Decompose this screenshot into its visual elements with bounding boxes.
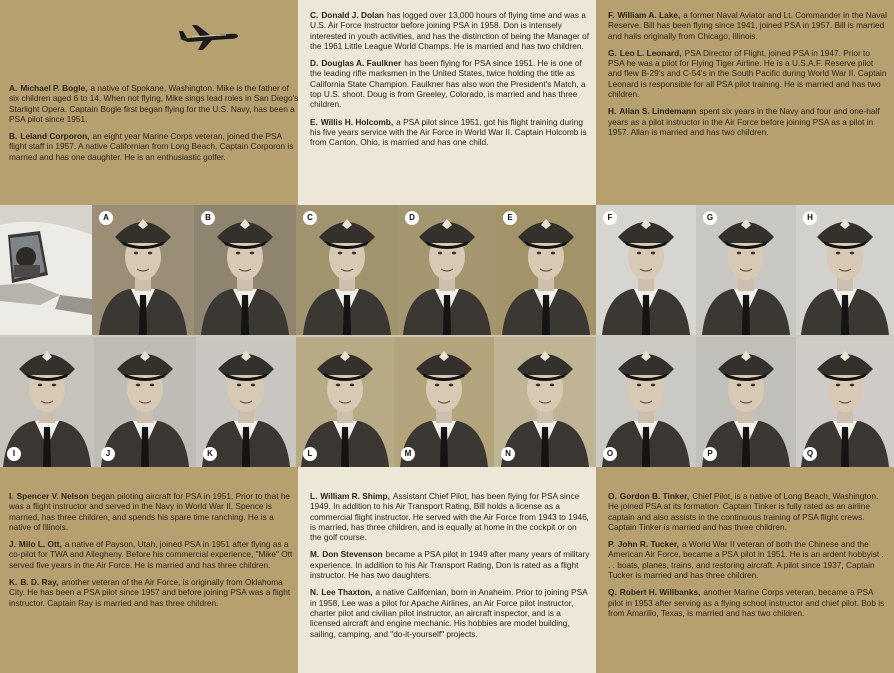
pilot-portrait-c (296, 205, 398, 335)
bio-c (310, 10, 592, 51)
bio-name: Spencer V. Nelson (16, 491, 89, 501)
photo-label-badge: B (201, 211, 215, 225)
photo-label-badge: P (703, 447, 717, 461)
bio-name: Lee Thaxton, (321, 587, 373, 598)
bio-letter: I. (9, 491, 14, 501)
pilot-portrait-d (398, 205, 496, 335)
bio-letter: Q. (608, 587, 617, 598)
bio-text: Chief Pilot, is a native of Long Beach, Washington. He joined PSA at its formation. Captain Tinker is fully rated as an airline captain and also assists in the continuous training of PSA flight crews. Captain Tinker is married and has three children. (608, 491, 879, 532)
bio-letter: K. (9, 577, 18, 588)
bio-letter: F. (608, 10, 615, 20)
bio-name: Robert H. Willbanks, (619, 587, 701, 598)
photo-label-badge: G (703, 211, 717, 225)
bio-p (608, 539, 888, 580)
pilot-portrait-h (796, 205, 894, 335)
pilot-portrait-n (494, 337, 596, 467)
bio-letter: B. (9, 131, 18, 142)
bio-name: John R. Tucker, (617, 539, 679, 550)
bios-top-left (9, 83, 301, 169)
photo-label-badge: C (303, 211, 317, 225)
bio-a (9, 83, 301, 124)
bio-g (608, 48, 888, 99)
bio-o (608, 491, 888, 532)
bio-h (608, 106, 888, 137)
photo-label-badge: I (7, 447, 21, 461)
photo-label-badge: A (99, 211, 113, 225)
photo-label-badge: M (401, 447, 415, 461)
photo-label-badge: N (501, 447, 515, 461)
bio-e (310, 117, 592, 148)
bio-name: Michael P. Bogle, (20, 83, 88, 93)
bio-text: began piloting aircraft for PSA in 1951. Prior to that he was a flight instructor and served in the Navy in World War II. Spence is married, has three children, and spends his spare time ranching. He is a native of Illinois. (9, 491, 291, 532)
bio-name: Gordon B. Tinker, (619, 491, 690, 501)
bio-text: a former Naval Aviator and Lt. Commander in the Naval Reserve. Bill has been flying since 1941, joined PSA in 1957. Bill is married and hails originally from Chicago, Illinois. (608, 10, 887, 41)
bio-text: spent six years in the Navy and four and one-half years as a pilot instructor in the Air Force before joining PSA as a pilot in 1957. Allan is married and has two children. (608, 106, 880, 137)
bio-text: has logged over 13,000 hours of flying time and was a U.S. Air Force Instructor before joining PSA in 1958. Don is intensely interested in youth activities, and has the distinction of being the Manager of the 1961 Little League World Champs. He is married and has two children. (310, 10, 590, 51)
bios-bottom-left (9, 491, 293, 615)
bio-q (608, 587, 888, 618)
pilot-portrait-e (496, 205, 596, 335)
bio-b (9, 131, 301, 162)
pilot-portrait-b (194, 205, 296, 335)
pilot-portrait-q (796, 337, 894, 467)
bio-name: Leo L. Leonard, (619, 47, 682, 58)
bio-i (9, 491, 293, 532)
bio-name: Leland Corporon, (20, 131, 90, 142)
bio-name: B. D. Ray, (20, 577, 59, 588)
bios-bottom-center (310, 491, 590, 646)
bio-letter: D. (310, 58, 319, 69)
bio-name: Willis H. Holcomb, (320, 116, 394, 127)
bio-letter: O. (608, 491, 617, 501)
photo-label-badge: Q (803, 447, 817, 461)
bio-letter: H. (608, 106, 617, 117)
bio-text: a World War II veteran of both the Chinese and the American Air Force, became a PSA pilot in 1951. He is an ardent hobbyist . . . boats, planes, trains, and restoring aircraft. A pilot since 1937, Captain Tucker is married and has three children. (608, 539, 884, 581)
bios-top-center (310, 10, 592, 155)
bio-d (310, 58, 592, 109)
bio-letter: G. (608, 47, 617, 58)
bio-name: Douglas A. Faulkner (321, 58, 402, 69)
bio-text: a PSA pilot since 1951, got his flight training during his five years service with the Air Force in World War II. Captain Holcomb is from Canton, Ohio, is married and has one child. (310, 116, 587, 148)
bio-n (310, 587, 590, 638)
bio-text: another Marine Corps veteran, became a PSA pilot in 1953 after serving as a flying school instructor and chief pilot. Bob is from Amarillo, Texas, is married and has two children. (608, 587, 885, 618)
bio-letter: L. (310, 491, 318, 501)
photo-label-badge: F (603, 211, 617, 225)
bio-f (608, 10, 888, 41)
bio-text: another veteran of the Air Force, is originally from Oklahoma City. He has been a PSA pilot since 1957 and before joining PSA was a flight instructor. Captain Ray is married and has three children. (9, 577, 291, 608)
photo-label-badge: D (405, 211, 419, 225)
bio-name: Allan S. Lindemann (619, 106, 697, 117)
pilot-portrait-o (596, 337, 696, 467)
photo-label-badge: L (303, 447, 317, 461)
bio-name: William A. Lake, (617, 10, 681, 20)
bio-letter: N. (310, 587, 319, 598)
photo-label-badge: O (603, 447, 617, 461)
bio-m (310, 549, 590, 580)
photo-label-badge: J (101, 447, 115, 461)
bio-name: William R. Shimp, (320, 491, 390, 501)
pilot-portrait-i (0, 337, 94, 467)
pilot-portrait-p (696, 337, 796, 467)
pilot-portrait-k (196, 337, 296, 467)
bio-text: a native of Payson, Utah, joined PSA in 1951 after flying as a co-pilot for TWA and Allegheny. Before his commercial experience, "Mike" Ott served five years in the Air Force. He is married and has three children. (9, 539, 293, 570)
pilot-portrait-j (94, 337, 196, 467)
bio-text: a native of Spokane, Washington. Mike is the father of six children aged 6 to 14. When not flying, Mike sings lead roles in San Diego's Starlight Opera. Captain Bogle first began flying for the U.S. Navy, has been a PSA pilot since 1951. (9, 83, 299, 124)
bio-j (9, 539, 293, 570)
bios-bottom-right (608, 491, 888, 625)
bios-top-right (608, 10, 888, 144)
bio-text: PSA Director of Flight, joined PSA in 1947. Prior to PSA he was a pilot for Flying Tiger Airline. He is a U.S.A.F. Reserve pilot and flew B-29's and C-54's in the South Pacific during World War II. Captain Leonard is responsible for all PSA pilot training. He is married and has two children. (608, 47, 887, 100)
photo-label-badge: E (503, 211, 517, 225)
pilot-portrait-f (596, 205, 696, 335)
airplane-icon (178, 22, 240, 52)
bio-name: Donald J. Dolan (321, 10, 385, 20)
photo-label-badge: H (803, 211, 817, 225)
bio-text: a native Californian, born in Anaheim. Prior to joining PSA in 1958, Lee was a pilot for Apache Airlines, an Air Force pilot instructor, charter pilot and civilian pilot instructor, an aircraft inspector, and is a licensed aircraft and engine mechanic. His hobbies are model building, sailing, camping, and "do-it-yourself" projects. (310, 587, 588, 639)
bio-text: became a PSA pilot in 1949 after many years of military experience. In addition to his Air Transport Rating, Don is rated as a flight instructor. He has two daughters. (310, 549, 590, 581)
bio-letter: P. (608, 539, 615, 550)
cockpit-photo (0, 205, 92, 335)
bio-text: Assistant Chief Pilot, has been flying for PSA since 1949. In addition to his Air Transport Rating, Bill holds a license as a commercial flight instructor. He served with the Air Force from 1943 to 1946, is married, has three children, and is equally at home in the cockpit or on the golf course. (310, 491, 589, 543)
pilot-portrait-m (394, 337, 494, 467)
bio-k (9, 577, 293, 608)
bio-letter: A. (9, 83, 18, 93)
bio-letter: E. (310, 116, 318, 127)
bio-letter: C. (310, 10, 319, 20)
bio-letter: J. (9, 539, 16, 550)
bio-name: Milo L. Ott, (18, 539, 62, 550)
bio-text: has been flying for PSA since 1951. He is one of the leading rifle marksmen in the United States, twice holding the title as California State Champion. Faulkner has also won the President's Match, a top U.S. shoot. Doug is from Greeley, Colorado, is married and has three children. (310, 58, 586, 110)
pilot-portrait-g (696, 205, 796, 335)
photo-label-badge: K (203, 447, 217, 461)
pilot-portrait-a (92, 205, 194, 335)
bio-name: Don Stevenson (322, 549, 383, 560)
bio-letter: M. (310, 549, 320, 560)
bio-l (310, 491, 590, 542)
bio-text: an eight year Marine Corps veteran, joined the PSA flight staff in 1957. A native Californian from Long Beach, Captain Corporon is married and has one daughter. He is an enthusiastic golfer. (9, 131, 294, 162)
pilot-portrait-l (296, 337, 394, 467)
